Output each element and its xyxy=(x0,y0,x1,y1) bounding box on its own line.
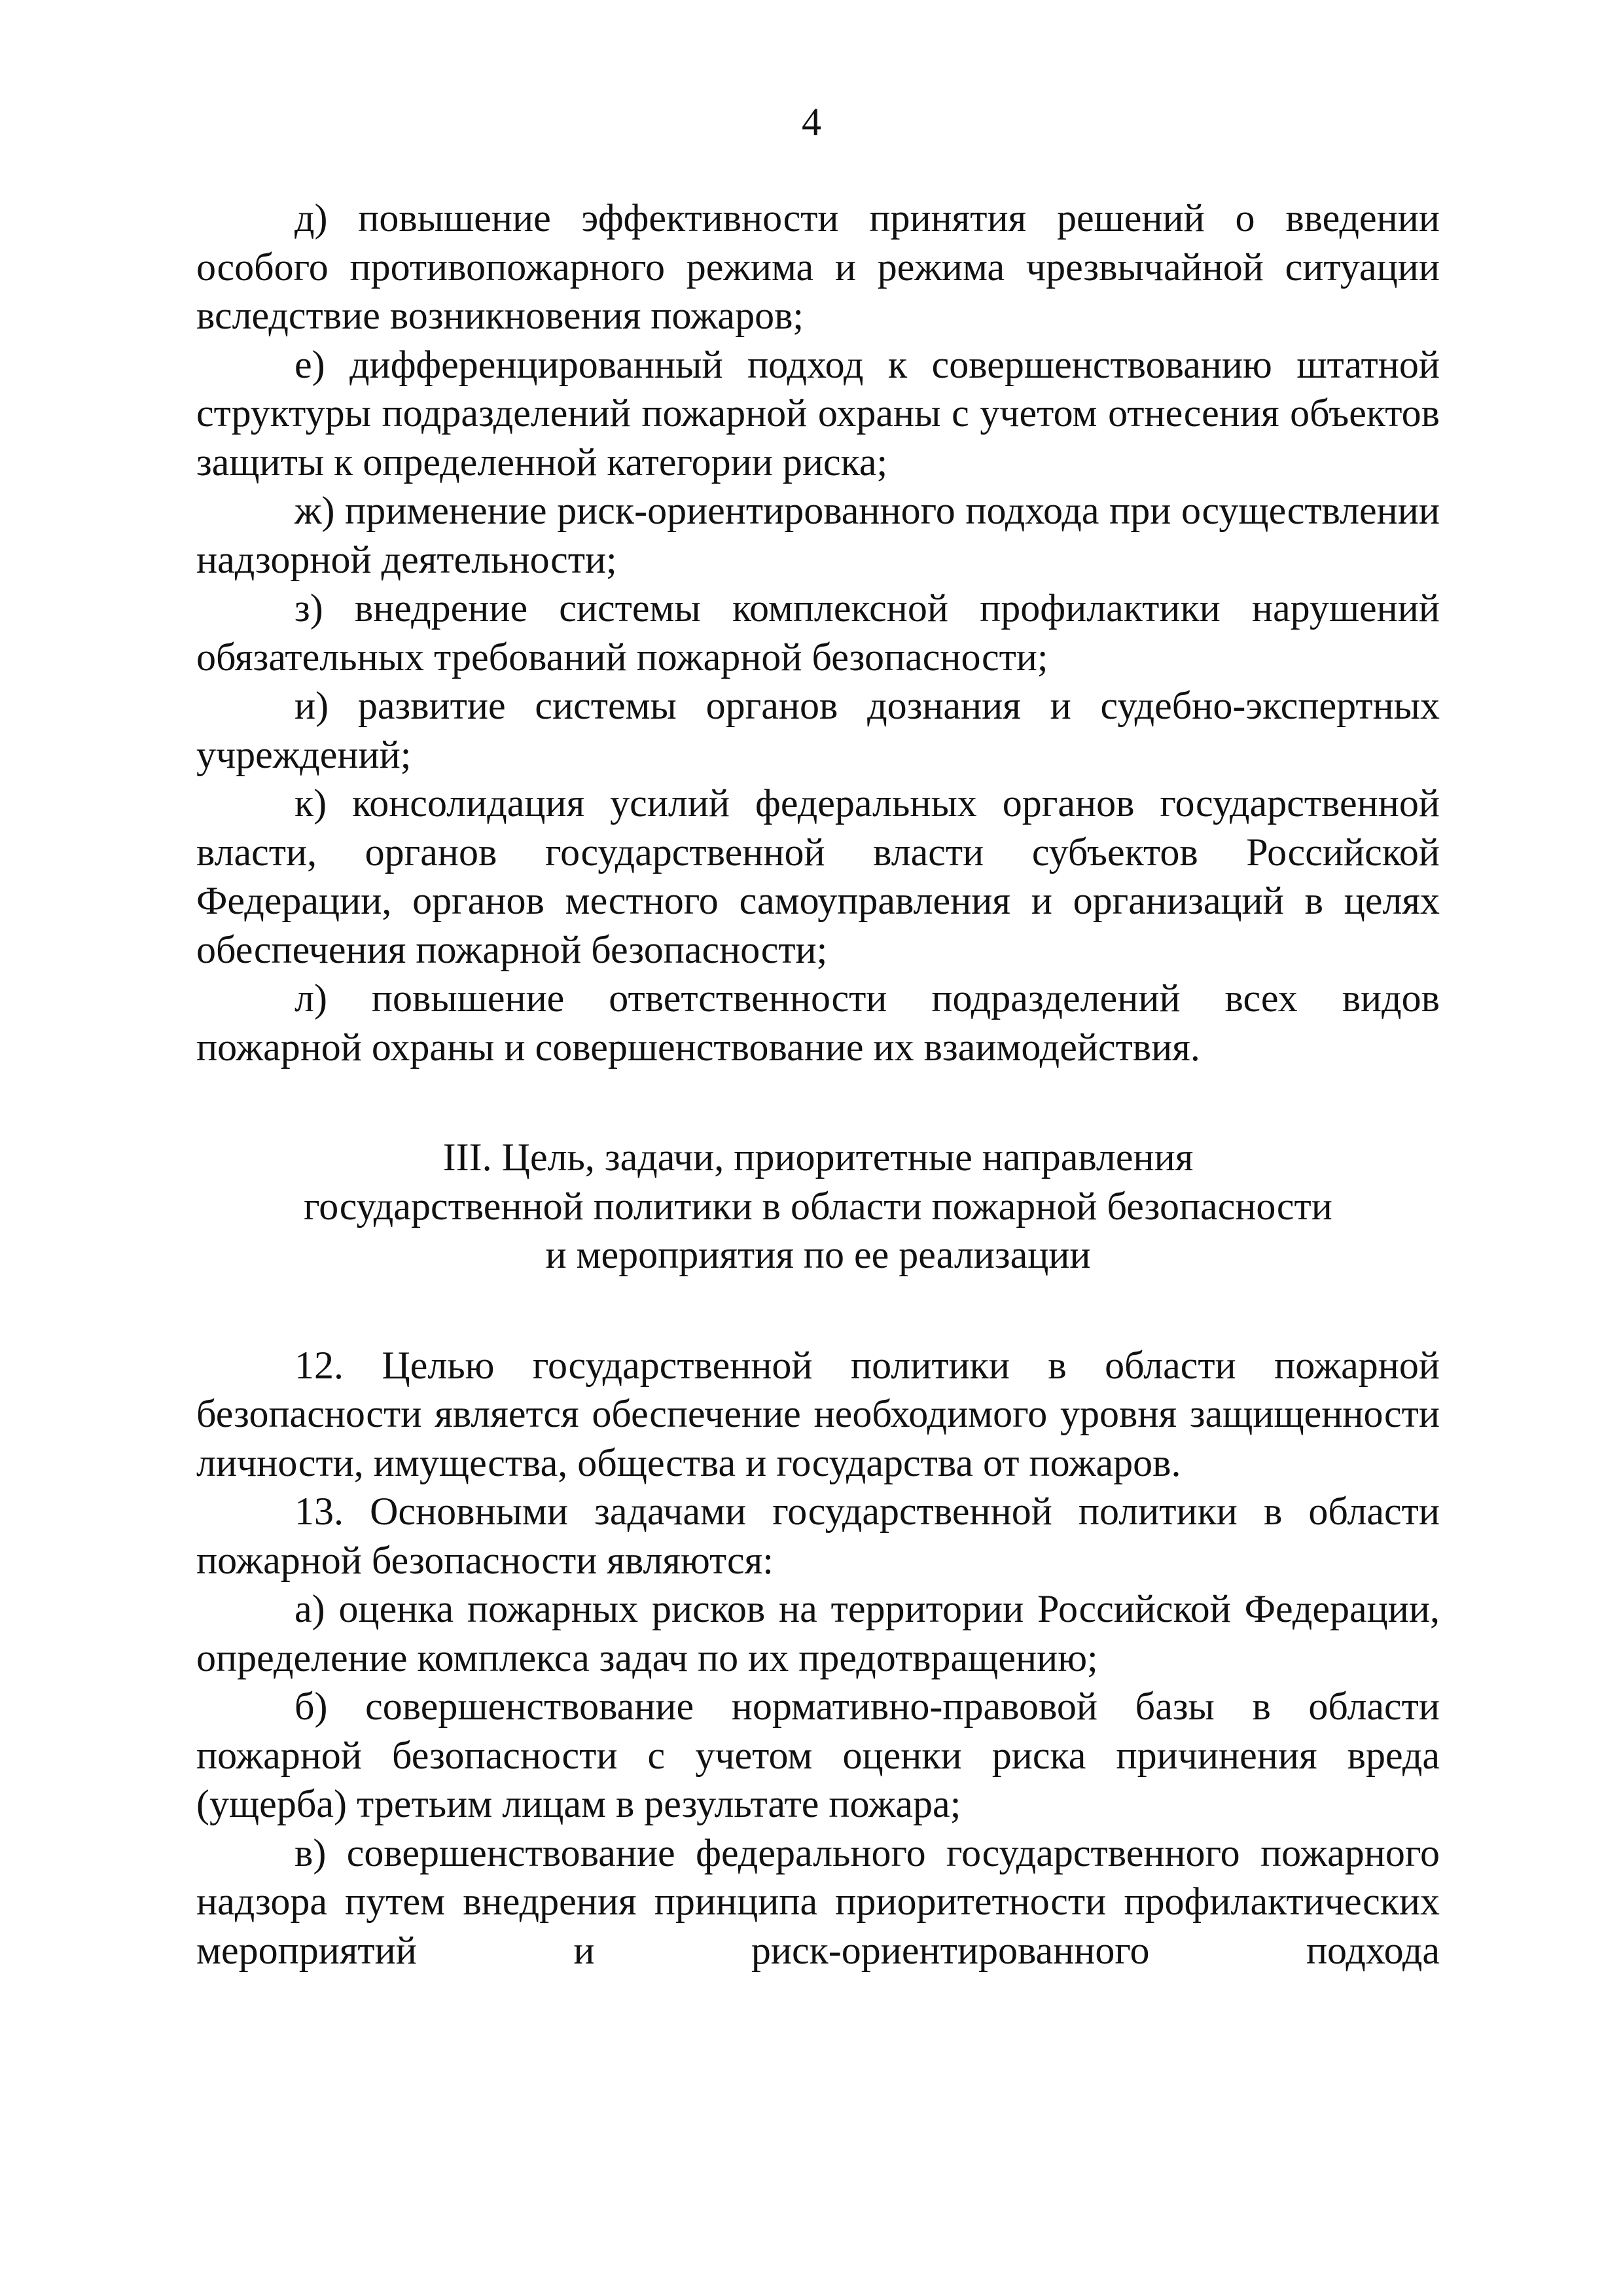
spacer xyxy=(196,1071,1440,1133)
paragraph-13: 13. Основными задачами государственной политики в области пожарной безопасности являются: xyxy=(196,1490,1440,1582)
list-item-k: к) консолидация усилий федеральных органов государственной власти, органов государственной власти субъектов Российской Федерации, органов местного самоуправления и организаций в целях обеспечения пожарной безопасности; xyxy=(196,781,1440,971)
section-title-line-1: III. Цель, задачи, приоритетные направления xyxy=(442,1136,1194,1179)
section-title-line-3: и мероприятия по ее реализации xyxy=(545,1233,1091,1276)
list-item-d: д) повышение эффективности принятия решений о введении особого противопожарного режима и режима чрезвычайной ситуации вследствие возникновения пожаров; xyxy=(196,196,1440,337)
section-title-line-2: государственной политики в области пожарной безопасности xyxy=(304,1184,1332,1228)
list-item-e: е) дифференцированный подход к совершенствованию штатной структуры подразделений пожарной охраны с учетом отнесения объектов защиты к определенной категории риска; xyxy=(196,342,1440,484)
page-number: 4 xyxy=(802,100,821,143)
list-item-z: з) внедрение системы комплексной профилактики нарушений обязательных требований пожарной безопасности; xyxy=(196,586,1440,679)
list-item-a: а) оценка пожарных рисков на территории Российской Федерации, определение комплекса задач по их предотвращению; xyxy=(196,1587,1440,1679)
list-item-zh: ж) применение риск-ориентированного подхода при осуществлении надзорной деятельности; xyxy=(196,489,1440,581)
paragraph-12: 12. Целью государственной политики в области пожарной безопасности является обеспечение необходимого уровня защищенности личности, имущества, общества и государства от пожаров. xyxy=(196,1343,1440,1484)
section-title xyxy=(196,1133,1440,1280)
spacer xyxy=(196,1280,1440,1341)
list-item-l: л) повышение ответственности подразделений всех видов пожарной охраны и совершенствование их взаимодействия. xyxy=(196,977,1440,1069)
list-item-i: и) развитие системы органов дознания и судебно-экспертных учреждений; xyxy=(196,684,1440,776)
list-item-b: б) совершенствование нормативно-правовой базы в области пожарной безопасности с учетом оценки риска причинения вреда (ущерба) третьим лицам в результате пожара; xyxy=(196,1685,1440,1825)
document-body xyxy=(196,194,1440,1975)
list-item-v: в) совершенствование федерального государственного пожарного надзора путем внедрения принципа приоритетности профилактических мероприятий и риск-ориентированного подхода xyxy=(196,1831,1440,1972)
